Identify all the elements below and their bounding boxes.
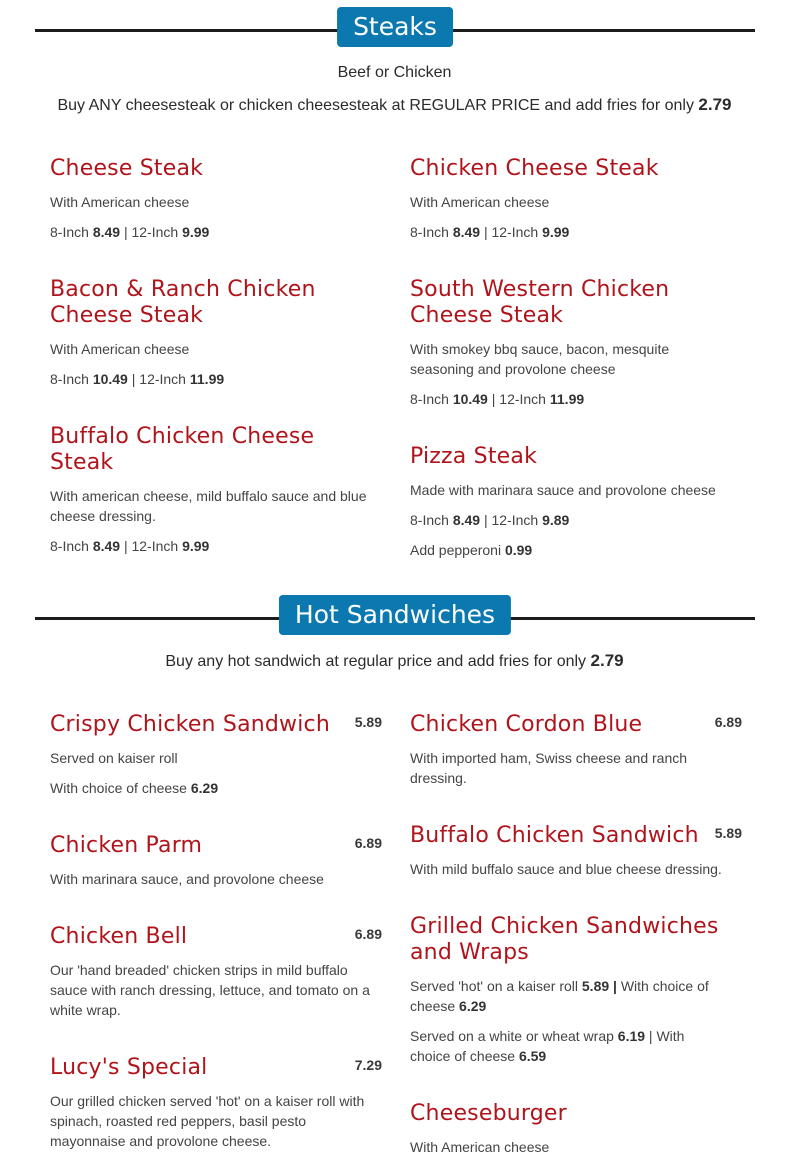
promo-price: 2.79 [698, 95, 732, 114]
item-prices [410, 222, 742, 242]
size-label: 8-Inch [50, 224, 89, 240]
option-label: With choice of cheese [50, 780, 187, 796]
item-addon [410, 540, 742, 560]
item-description: Our 'hand breaded' chicken strips in mild buffalo sauce with ranch dressing, lettuce, and tomato on a white wrap. [50, 962, 370, 1018]
size-label: 8-Inch [410, 224, 449, 240]
addon-label: Add pepperoni [410, 542, 502, 558]
option-label: With choice of cheese [410, 978, 709, 1014]
size-label: | 12-Inch [491, 391, 546, 407]
size-label: | 12-Inch [483, 224, 539, 240]
item-name: Crispy Chicken Sandwich [50, 712, 330, 737]
item-prices [50, 536, 382, 556]
item-name: Grilled Chicken Sandwiches and Wraps [410, 914, 719, 965]
item-name: Buffalo Chicken Sandwich [410, 823, 699, 848]
item-prices [50, 369, 382, 389]
size-label: 8-Inch [50, 538, 89, 554]
price-8-inch: 10.49 [92, 371, 128, 387]
price-8-inch: 8.49 [452, 512, 481, 528]
item-description: With marinara sauce, and provolone cheese [50, 871, 324, 887]
section-title: Hot Sandwiches [279, 595, 511, 635]
item-description: With American cheese [50, 341, 190, 357]
item-option [50, 778, 382, 798]
option-label: Served 'hot' on a kaiser roll [410, 978, 578, 994]
size-label: | 12-Inch [131, 371, 186, 387]
menu-item-chicken-parm[interactable] [50, 833, 382, 889]
size-label: | 12-Inch [123, 224, 179, 240]
option-price: 6.59 [518, 1048, 547, 1064]
item-option [410, 976, 742, 1016]
menu-item-south-western-chicken-cheese-steak[interactable] [410, 277, 742, 409]
item-name: Buffalo Chicken Cheese Steak [50, 424, 315, 475]
hot-sandwiches-section-header [35, 595, 755, 641]
steaks-section-header [35, 7, 755, 53]
menu-item-grilled-chicken-sandwiches-and-wraps[interactable] [410, 914, 742, 1066]
item-name: Cheese Steak [50, 156, 204, 181]
option-label: | With choice of cheese [410, 1028, 685, 1064]
menu-item-cheese-steak[interactable] [50, 156, 382, 242]
menu-item-chicken-bell[interactable] [50, 924, 382, 1020]
item-price: 6.89 [714, 714, 742, 730]
menu-item-crispy-chicken-sandwich[interactable] [50, 712, 382, 798]
price-12-inch: 9.99 [182, 224, 210, 240]
promo-text: Buy ANY cheesesteak or chicken cheesesteak at REGULAR PRICE and add fries for only [57, 97, 694, 114]
price-12-inch: 11.99 [549, 391, 585, 407]
item-name: Chicken Cordon Blue [410, 712, 643, 737]
item-prices [50, 222, 382, 242]
menu-item-chicken-cheese-steak[interactable] [410, 156, 742, 242]
price-8-inch: 8.49 [92, 224, 121, 240]
item-price: 5.89 [354, 714, 382, 730]
size-label: 8-Inch [50, 371, 89, 387]
item-name: Chicken Parm [50, 833, 203, 858]
size-label: 8-Inch [410, 512, 449, 528]
steaks-promo [0, 95, 789, 115]
item-price: 7.29 [354, 1057, 382, 1073]
item-description: Our grilled chicken served 'hot' on a kaiser roll with spinach, roasted red peppers, basil pesto mayonnaise and provolone cheese. [50, 1093, 365, 1149]
item-name: South Western Chicken Cheese Steak [410, 277, 670, 328]
hot-sandwiches-promo [0, 651, 789, 671]
item-description: With american cheese, mild buffalo sauce and blue cheese dressing. [50, 488, 367, 524]
option-price: 6.29 [459, 998, 487, 1014]
price-12-inch: 9.99 [182, 538, 210, 554]
item-description: With smokey bbq sauce, bacon, mesquite seasoning and provolone cheese [410, 341, 670, 377]
option-price: 5.89 | [581, 978, 617, 994]
option-price: 6.19 [617, 1028, 646, 1044]
price-12-inch: 11.99 [189, 371, 225, 387]
price-8-inch: 10.49 [452, 391, 488, 407]
item-name: Chicken Bell [50, 924, 188, 949]
menu-item-buffalo-chicken-cheese-steak[interactable] [50, 424, 382, 556]
item-name: Cheeseburger [410, 1101, 567, 1126]
item-description: With American cheese [410, 1139, 550, 1155]
item-price: 6.89 [354, 835, 382, 851]
item-description: With mild buffalo sauce and blue cheese dressing. [410, 861, 722, 877]
item-name: Pizza Steak [410, 444, 538, 469]
price-8-inch: 8.49 [92, 538, 121, 554]
item-name: Chicken Cheese Steak [410, 156, 659, 181]
menu-item-chicken-cordon-blue[interactable] [410, 712, 742, 788]
item-description: Served on kaiser roll [50, 750, 178, 766]
addon-price: 0.99 [504, 542, 533, 558]
steaks-subtitle: Beef or Chicken [337, 64, 452, 81]
item-description: With American cheese [410, 194, 550, 210]
option-label: Served on a white or wheat wrap [410, 1028, 614, 1044]
menu-item-lucys-special[interactable] [50, 1055, 382, 1151]
item-description: With imported ham, Swiss cheese and ranch dressing. [410, 750, 688, 786]
size-label: 8-Inch [410, 391, 449, 407]
item-prices [410, 510, 742, 530]
price-8-inch: 8.49 [452, 224, 481, 240]
item-option [410, 1026, 720, 1066]
menu-item-bacon-ranch-chicken-cheese-steak[interactable] [50, 277, 382, 389]
menu-item-pizza-steak[interactable] [410, 444, 742, 560]
price-12-inch: 9.99 [542, 224, 570, 240]
size-label: | 12-Inch [123, 538, 179, 554]
size-label: | 12-Inch [483, 512, 539, 528]
promo-price: 2.79 [590, 651, 624, 670]
item-name: Bacon & Ranch Chicken Cheese Steak [50, 277, 316, 328]
option-price: 6.29 [190, 780, 219, 796]
section-title: Steaks [337, 7, 453, 47]
menu-item-buffalo-chicken-sandwich[interactable] [410, 823, 742, 879]
item-description: With American cheese [50, 194, 190, 210]
item-description: Made with marinara sauce and provolone cheese [410, 482, 716, 498]
promo-text: Buy any hot sandwich at regular price and add fries for only [165, 653, 587, 670]
item-name: Lucy's Special [50, 1055, 208, 1080]
price-12-inch: 9.89 [542, 512, 570, 528]
item-prices [410, 389, 742, 409]
item-price: 5.89 [714, 825, 742, 841]
item-price: 6.89 [354, 926, 382, 942]
